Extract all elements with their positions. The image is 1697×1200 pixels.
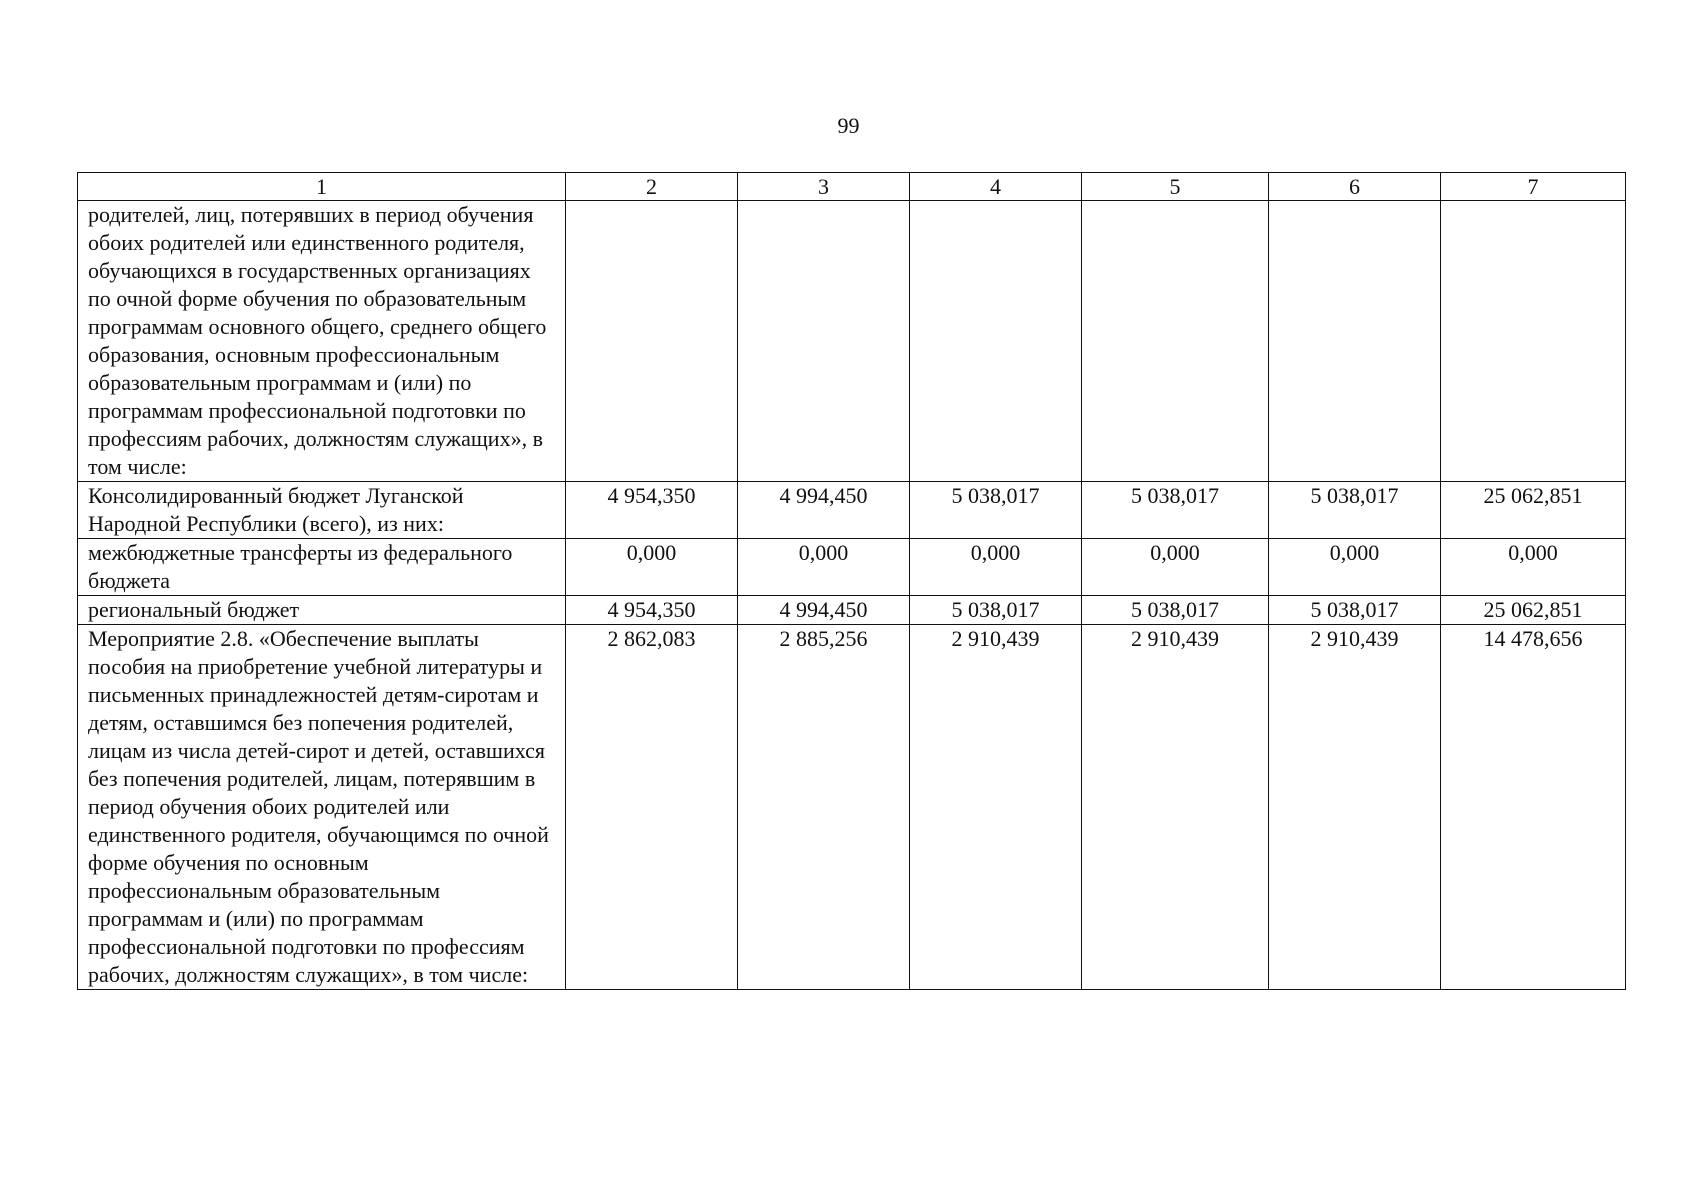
table-header-row [78, 173, 1626, 201]
value-cell: 0,000 [738, 539, 910, 596]
value-cell: 5 038,017 [1269, 596, 1441, 625]
page-number: 99 [837, 113, 860, 138]
value-cell: 0,000 [566, 539, 738, 596]
row-label: Консолидированный бюджет Луганской Народной Республики (всего), из них: [78, 482, 566, 539]
column-header: 2 [566, 173, 738, 201]
table-row [78, 539, 1626, 596]
value-cell [910, 201, 1082, 482]
value-cell: 5 038,017 [1082, 482, 1269, 539]
value-cell: 2 862,083 [566, 625, 738, 990]
value-cell: 0,000 [1441, 539, 1626, 596]
value-cell: 25 062,851 [1441, 482, 1626, 539]
column-header: 6 [1269, 173, 1441, 201]
table-row [78, 482, 1626, 539]
value-cell: 5 038,017 [1082, 596, 1269, 625]
row-label: межбюджетные трансферты из федерального бюджета [78, 539, 566, 596]
value-cell: 2 910,439 [910, 625, 1082, 990]
row-label: родителей, лиц, потерявших в период обучения обоих родителей или единственного родителя, обучающихся в государственных организациях по очной форме обучения по образовательным программам основного общего, среднего общего образования, основным профессиональным образовательным программам и (или) по программам профессиональной подготовки по профессиям рабочих, должностям служащих», в том числе: [78, 201, 566, 482]
value-cell: 2 885,256 [738, 625, 910, 990]
column-header: 1 [78, 173, 566, 201]
value-cell: 0,000 [1082, 539, 1269, 596]
value-cell: 25 062,851 [1441, 596, 1626, 625]
row-label: Мероприятие 2.8. «Обеспечение выплаты пособия на приобретение учебной литературы и письменных принадлежностей детям-сиротам и детям, оставшимся без попечения родителей, лицам из числа детей-сирот и детей, оставшихся без попечения родителей, лицам, потерявшим в период обучения обоих родителей или единственного родителя, обучающимся по очной форме обучения по основным профессиональным образовательным программам и (или) по программам профессиональной подготовки по профессиям рабочих, должностям служащих», в том числе: [78, 625, 566, 990]
value-cell [1441, 201, 1626, 482]
value-cell: 2 910,439 [1082, 625, 1269, 990]
column-header: 4 [910, 173, 1082, 201]
value-cell: 2 910,439 [1269, 625, 1441, 990]
value-cell [738, 201, 910, 482]
value-cell: 5 038,017 [910, 482, 1082, 539]
value-cell: 4 954,350 [566, 596, 738, 625]
row-label: региональный бюджет [78, 596, 566, 625]
value-cell: 4 994,450 [738, 482, 910, 539]
table-row [78, 201, 1626, 482]
value-cell: 5 038,017 [910, 596, 1082, 625]
table-row [78, 596, 1626, 625]
budget-table [77, 172, 1626, 990]
value-cell [1269, 201, 1441, 482]
column-header: 7 [1441, 173, 1626, 201]
value-cell: 0,000 [910, 539, 1082, 596]
table-row [78, 625, 1626, 990]
column-header: 3 [738, 173, 910, 201]
column-header: 5 [1082, 173, 1269, 201]
value-cell: 4 954,350 [566, 482, 738, 539]
value-cell: 0,000 [1269, 539, 1441, 596]
value-cell: 14 478,656 [1441, 625, 1626, 990]
value-cell: 5 038,017 [1269, 482, 1441, 539]
value-cell: 4 994,450 [738, 596, 910, 625]
value-cell [1082, 201, 1269, 482]
value-cell [566, 201, 738, 482]
